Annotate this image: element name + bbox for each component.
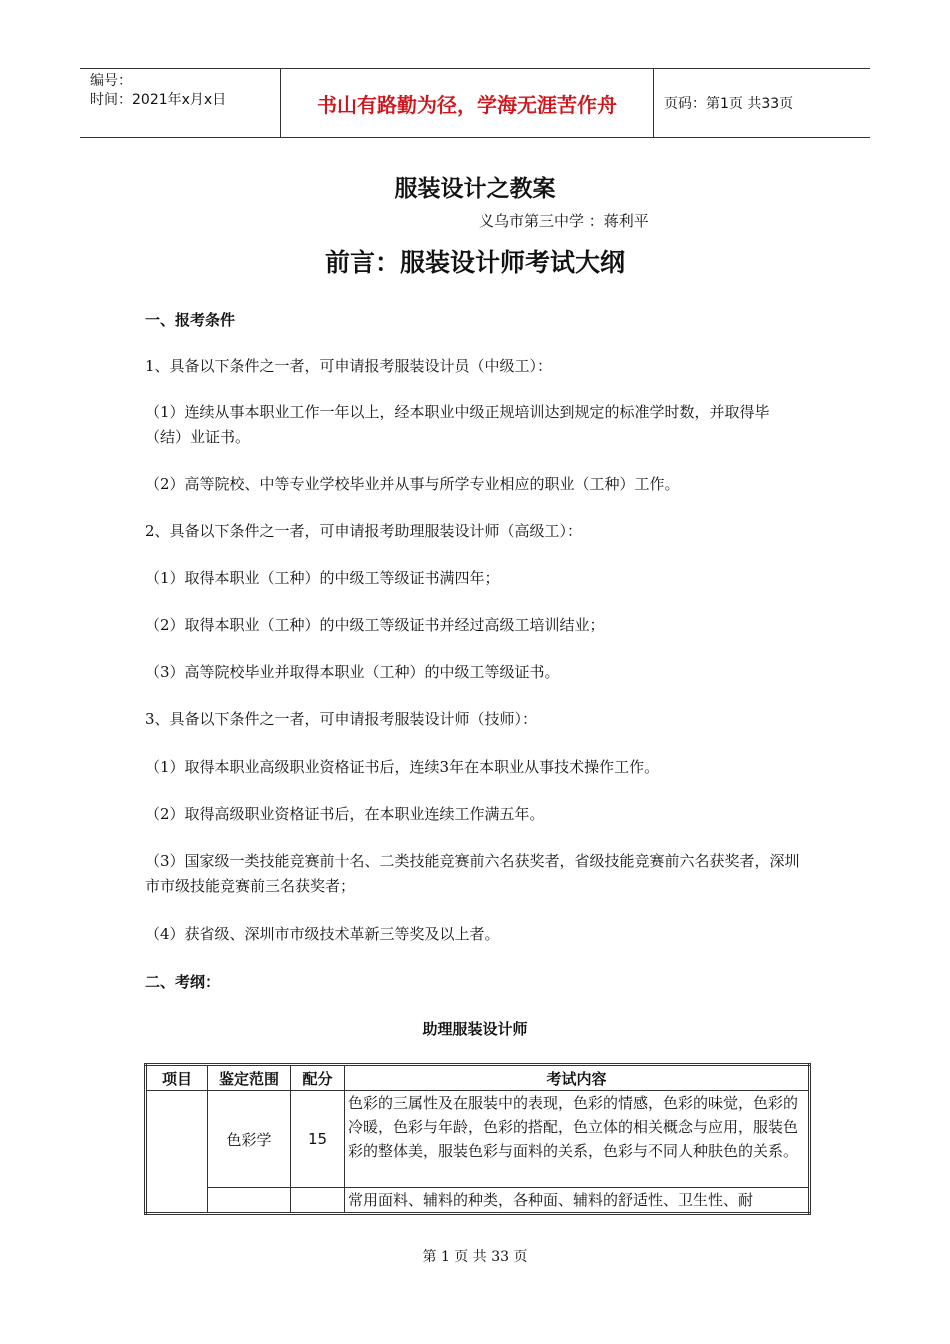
header-page-info: 页码：第1页 共33页: [664, 96, 794, 112]
paragraph: （2）取得高级职业资格证书后，在本职业连续工作满五年。: [145, 805, 545, 823]
exam-table: [144, 1063, 811, 1215]
score-cell: [291, 1188, 345, 1214]
content-cell: 常用面料、辅料的种类，各种面、辅料的舒适性、卫生性、耐: [345, 1188, 810, 1214]
column-header: 考试内容: [345, 1065, 810, 1091]
paragraph: （3）高等院校毕业并取得本职业（工种）的中级工等级证书。: [145, 663, 560, 681]
paragraph: （4）获省级、深圳市市级技术革新三等奖及以上者。: [145, 925, 500, 943]
document-title: 服装设计之教案: [394, 176, 556, 202]
paragraph: （3）国家级一类技能竞赛前十名、二类技能竞赛前六名获奖者，省级技能竞赛前六名获奖者，深圳市市级技能竞赛前三名获奖者；: [145, 852, 800, 895]
section-heading-1: 一、报考条件: [145, 311, 236, 329]
paragraph: （1）取得本职业高级职业资格证书后，连续3年在本职业从事技术操作工作。: [145, 758, 660, 776]
author-line: 义乌市第三中学 ：蒋利平: [479, 212, 649, 230]
paragraph: 2、具备以下条件之一者，可申请报考助理服装设计师（高级工）：: [145, 522, 583, 540]
preface-title: 前言：服装设计师考试大纲: [324, 248, 625, 277]
scope-cell: 色彩学: [208, 1091, 291, 1188]
paragraph: （1）取得本职业（工种）的中级工等级证书满四年；: [145, 569, 500, 587]
table-row: [146, 1188, 810, 1214]
scope-cell: [208, 1188, 291, 1214]
paragraph: 1、具备以下条件之一者，可申请报考服装设计员（中级工）：: [145, 357, 553, 375]
paragraph: （2）取得本职业（工种）的中级工等级证书并经过高级工培训结业；: [145, 616, 605, 634]
time-label: 时间：2021年x月x日: [90, 92, 227, 108]
project-cell: [146, 1091, 208, 1214]
section-heading-2: 二、考纲：: [145, 973, 221, 991]
table-header-row: [146, 1065, 810, 1091]
column-header: 配分: [291, 1065, 345, 1091]
header-meta: [80, 69, 281, 137]
paragraph: （1）连续从事本职业工作一年以上，经本职业中级正规培训达到规定的标准学时数，并取得毕（结）业证书。: [145, 403, 770, 446]
page-header: [80, 68, 870, 138]
paragraph: 3、具备以下条件之一者，可申请报考服装设计师（技师）：: [145, 710, 538, 728]
content-cell: 色彩的三属性及在服装中的表现，色彩的情感，色彩的味觉，色彩的冷暖，色彩与年龄，色彩的搭配，色立体的相关概念与应用，服装色彩的整体美，服装色彩与面料的关系，色彩与不同人种肤色的关系。: [345, 1091, 810, 1188]
column-header: 鉴定范围: [208, 1065, 291, 1091]
paragraph: （2）高等院校、中等专业学校毕业并从事与所学专业相应的职业（工种）工作。: [145, 475, 680, 493]
score-cell: 15: [291, 1091, 345, 1188]
column-header: 项目: [146, 1065, 208, 1091]
table-caption: 助理服装设计师: [422, 1020, 528, 1038]
page-footer: 第 1 页 共 33 页: [422, 1249, 528, 1265]
number-label: 编号：: [90, 73, 132, 89]
header-motto: 书山有路勤为径，学海无涯苦作舟: [281, 69, 654, 137]
table-row: [146, 1091, 810, 1188]
